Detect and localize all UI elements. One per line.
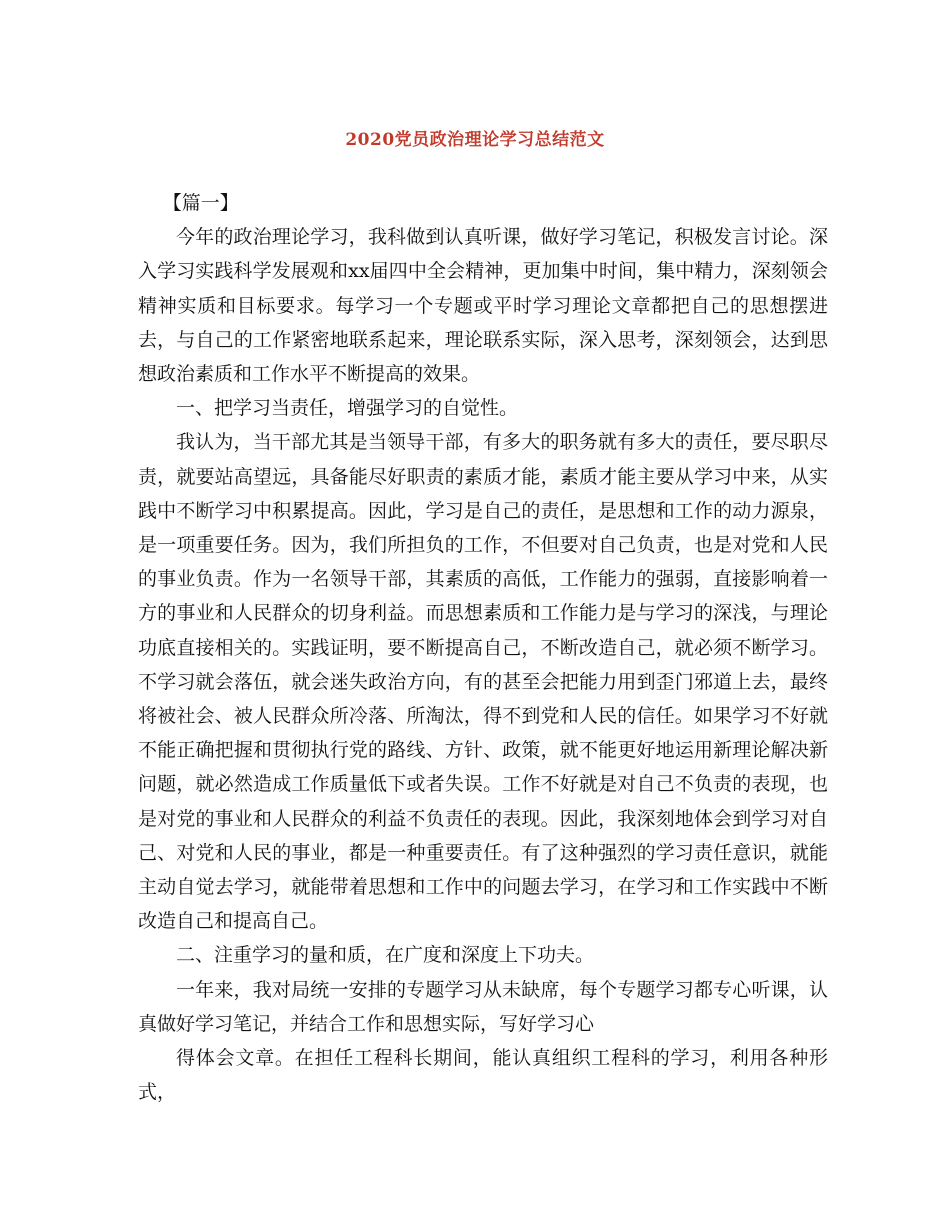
paragraph: 我认为，当干部尤其是当领导干部，有多大的职务就有多大的责任，要尽职尽责，就要站高望远，具备能尽好职责的素质才能，素质才能主要从学习中来，从实践中不断学习中积累提高。因此，学习是自己的责任，是思想和工作的动力源泉，是一项重要任务。因为，我们所担负的工作，不但要对自己负责，也是对党和人民的事业负责。作为一名领导干部，其素质的高低，工作能力的强弱，直接影响着一方的事业和人民群众的切身利益。而思想素质和工作能力是与学习的深浅，与理论功底直接相关的。实践证明，要不断提高自己，不断改造自己，就必须不断学习。不学习就会落伍，就会迷失政治方向，有的甚至会把能力用到歪门邪道上去，最终将被社会、被人民群众所冷落、所淘汰，得不到党和人民的信任。如果学习不好就不能正确把握和贯彻执行党的路线、方针、政策，就不能更好地运用新理论解决新问题，就必然造成工作质量低下或者失误。工作不好就是对自己不负责的表现，也是对党的事业和人民群众的利益不负责任的表现。因此，我深刻地体会到学习对自己、对党和人民的事业，都是一种重要责任。有了这种强烈的学习责任意识，就能主动自觉去学习，就能带着思想和工作中的问题去学习，在学习和工作实践中不断改造自己和提高自己。: [138, 431, 828, 933]
document-body: [138, 186, 828, 1109]
subheading-one: 一、把学习当责任，增强学习的自觉性。: [176, 397, 519, 420]
paragraph: 一年来，我对局统一安排的专题学习从未缺席，每个专题学习都专心听课，认真做好学习笔记，并结合工作和思想实际，写好学习心: [138, 978, 828, 1035]
document-title: 2020党员政治理论学习总结范文: [345, 130, 605, 150]
section-heading: 【篇一】: [162, 192, 239, 214]
subheading-two: 二、注重学习的量和质，在广度和深度上下功夫。: [176, 944, 595, 967]
paragraph: 得体会文章。在担任工程科长期间，能认真组织工程科的学习，利用各种形式，: [138, 1047, 828, 1104]
paragraph: 今年的政治理论学习，我科做到认真听课，做好学习笔记，积极发言讨论。深入学习实践科学发展观和xx届四中全会精神，更加集中时间，集中精力，深刻领会精神实质和目标要求。每学习一个专题或平时学习理论文章都把自己的思想摆进去，与自己的工作紧密地联系起来，理论联系实际，深入思考，深刻领会，达到思想政治素质和工作水平不断提高的效果。: [138, 226, 828, 386]
